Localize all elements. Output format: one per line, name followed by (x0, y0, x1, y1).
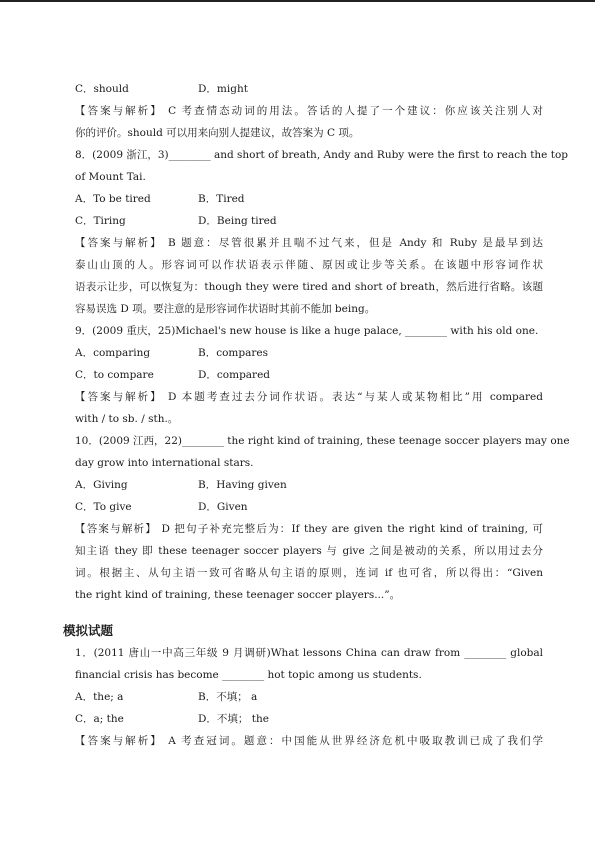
document-page (63, 78, 570, 752)
option-a: A．the; a (75, 691, 124, 703)
option-c: C．to compare (75, 369, 154, 381)
mock-question-1: 1．(2011 唐山一中高三年级 9 月调研)What lessons China can draw from ________ global (75, 647, 543, 659)
question-10-cont: day grow into international stars. (75, 457, 254, 469)
option-row (75, 210, 543, 232)
option-row (75, 364, 543, 386)
option-b: B．compares (198, 347, 268, 359)
answer-analysis: 【答案与解析】 A 考查冠词。题意：中国能从世界经济危机中吸取教训已成了我们学 (75, 735, 543, 747)
answer-analysis-cont: with / to sb. / sth.。 (75, 413, 179, 425)
option-b: B．Tired (198, 193, 245, 205)
option-d: D．Being tired (198, 215, 277, 227)
answer-analysis: 【答案与解析】 D 把句子补充完整后为：If they are given the right kind of training, 可 (75, 523, 543, 535)
question-9: 9．(2009 重庆，25)Michael's new house is like a huge palace, ________ with his old one. (75, 325, 539, 337)
option-row (75, 708, 543, 730)
section-heading: 模拟试题 (63, 623, 114, 638)
question-10: 10．(2009 江西，22)________ the right kind of training, these teenage soccer players may one (75, 435, 570, 447)
option-d: D．might (198, 83, 248, 95)
option-d: D．不填； the (198, 713, 269, 725)
option-row (75, 686, 543, 708)
answer-analysis-cont: 你的评价。should 可以用来向别人提建议，故答案为 C 项。 (75, 127, 360, 139)
option-b: B．Having given (198, 479, 287, 491)
option-b: B．不填； a (198, 691, 258, 703)
option-row (75, 188, 543, 210)
option-row (75, 474, 543, 496)
option-c: C．a; the (75, 713, 124, 725)
answer-analysis-cont: 语表示让步，可以恢复为：though they were tired and short of breath，然后进行省略。该题 (75, 281, 543, 293)
option-a: A．Giving (75, 479, 128, 491)
mock-question-1-cont: financial crisis has become ________ hot topic among us students. (75, 669, 422, 681)
answer-analysis-cont: 容易误选 D 项。要注意的是形容词作状语时其前不能加 being。 (75, 303, 376, 315)
answer-analysis: 【答案与解析】 B 题意：尽管很累并且喘不过气来，但是 Andy 和 Ruby 是最早到达 (75, 237, 543, 249)
answer-analysis-cont: 泰山山顶的人。形容词可以作状语表示伴随、原因或让步等关系。在该题中形容词作状 (75, 259, 543, 271)
option-a: A．comparing (75, 347, 151, 359)
answer-analysis-cont: 知主语 they 即 these teenager soccer players 与 give 之间是被动的关系，所以用过去分 (75, 545, 543, 557)
option-row (75, 78, 543, 100)
answer-analysis-cont: the right kind of training, these teenager soccer players...”。 (75, 589, 401, 601)
option-c: C．To give (75, 501, 132, 513)
answer-analysis-cont: 词。根据主、从句主语一致可省略从句主语的原则，连词 if 也可省，所以得出：“Given (75, 567, 543, 579)
question-8-cont: of Mount Tai. (75, 171, 146, 183)
option-c: C．should (75, 83, 129, 95)
option-a: A．To be tired (75, 193, 151, 205)
option-row (75, 342, 543, 364)
option-d: D．Given (198, 501, 248, 513)
question-8: 8．(2009 浙江，3)________ and short of breath, Andy and Ruby were the first to reach the top (75, 149, 568, 161)
option-row (75, 496, 543, 518)
option-c: C．Tiring (75, 215, 126, 227)
top-border-line (0, 0, 595, 2)
option-d: D．compared (198, 369, 271, 381)
answer-analysis: 【答案与解析】 D 本题考查过去分词作状语。表达“与某人或某物相比”用 compared (75, 391, 543, 403)
answer-analysis: 【答案与解析】 C 考查情态动词的用法。答话的人提了一个建议：你应该关注别人对 (75, 105, 543, 117)
